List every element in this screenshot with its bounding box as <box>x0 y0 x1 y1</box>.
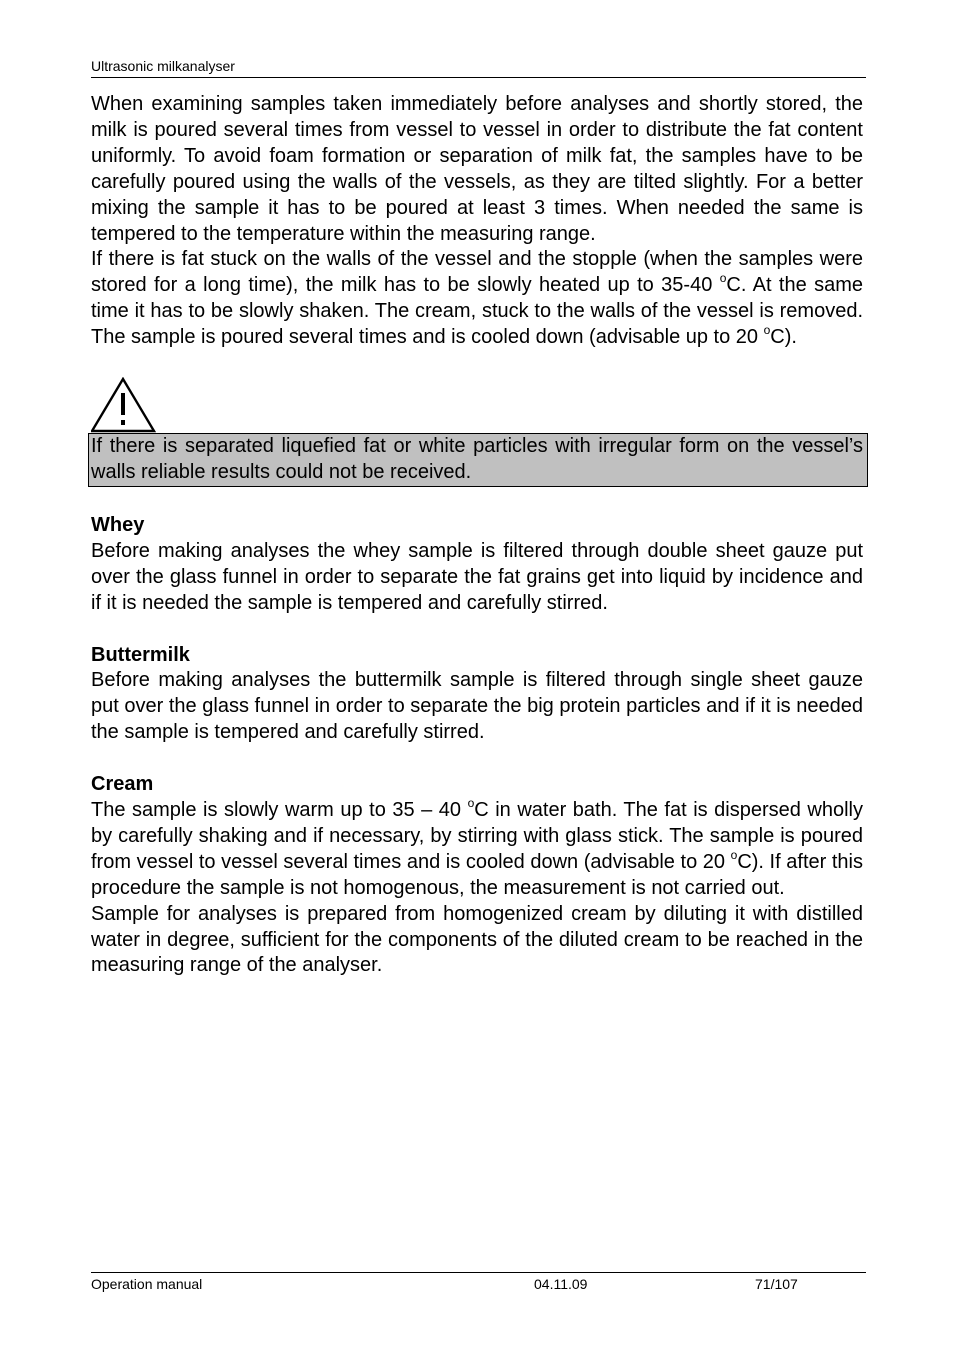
page-content <box>91 92 863 979</box>
warning-triangle-icon <box>91 377 157 433</box>
warning-block <box>91 377 863 487</box>
page-header <box>91 57 866 78</box>
footer-doc-title: Operation manual <box>91 1276 203 1292</box>
warning-text: If there is separated liquefied fat or white particles with irregular form on the vessel’s walls reliable results could not be received. <box>88 433 868 487</box>
cream-paragraph-1: The sample is slowly warm up to 35 – 40 $^o$C in water bath. The fat is dispersed wholly by carefully shaking and if necessary, by stirring with glass stick. The sample is poured from vessel to vessel several times and is cooled down (advisable to 20 $^o$C). If after this procedure the sample is not homogenous, the measurement is not carried out. <box>91 796 863 899</box>
intro-paragraph-1: When examining samples taken immediately before analyses and shortly stored, the milk is poured several times from vessel to vessel in order to distribute the fat content uniformly. To avoid foam formation or separation of milk fat, the samples have to be carefully poured using the walls of the vessels, as they are tilted slightly. For a better mixing the sample it has to be poured at least 3 times. When needed the same is tempered to the temperature within the measuring range. <box>91 93 863 245</box>
page-footer <box>91 1272 866 1292</box>
degree-sign: o <box>730 847 738 862</box>
section-cream <box>91 772 863 979</box>
section-buttermilk <box>91 643 863 747</box>
heading-whey: Whey <box>91 513 145 536</box>
degree-sign: o <box>763 323 771 338</box>
header-title: Ultrasonic milkanalyser <box>91 58 235 74</box>
footer-date: 04.11.09 <box>534 1276 588 1292</box>
heading-cream: Cream <box>91 773 154 796</box>
degree-sign: o <box>719 271 727 286</box>
whey-paragraph: Before making analyses the whey sample is filtered through double sheet gauze put over the glass funnel in order to separate the fat grains get into liquid by incidence and if it is needed the sample is tempered and carefully stirred. <box>91 539 863 614</box>
section-whey <box>91 513 863 617</box>
heading-buttermilk: Buttermilk <box>91 643 190 666</box>
intro-paragraph-2: If there is fat stuck on the walls of the vessel and the stopple (when the samples were stored for a long time), the milk has to be slowly heated up to 35-40 $^o$C. At the same time it has to be slowly shaken. The cream, stuck to the walls of the vessel is removed. The sample is poured several times and is cooled down (advisable up to 20 $^o$C). <box>91 248 864 349</box>
degree-sign: o <box>467 796 475 811</box>
footer-page-number: 71/107 <box>755 1276 798 1292</box>
cream-paragraph-2: Sample for analyses is prepared from homogenized cream by diluting it with distilled water in degree, sufficient for the components of the diluted cream to be reached in the measuring range of the analyser. <box>91 902 863 977</box>
buttermilk-paragraph: Before making analyses the buttermilk sample is filtered through single sheet gauze put over the glass funnel in order to separate the big protein particles and if it is needed the sample is tempered and carefully stirred. <box>91 669 863 744</box>
